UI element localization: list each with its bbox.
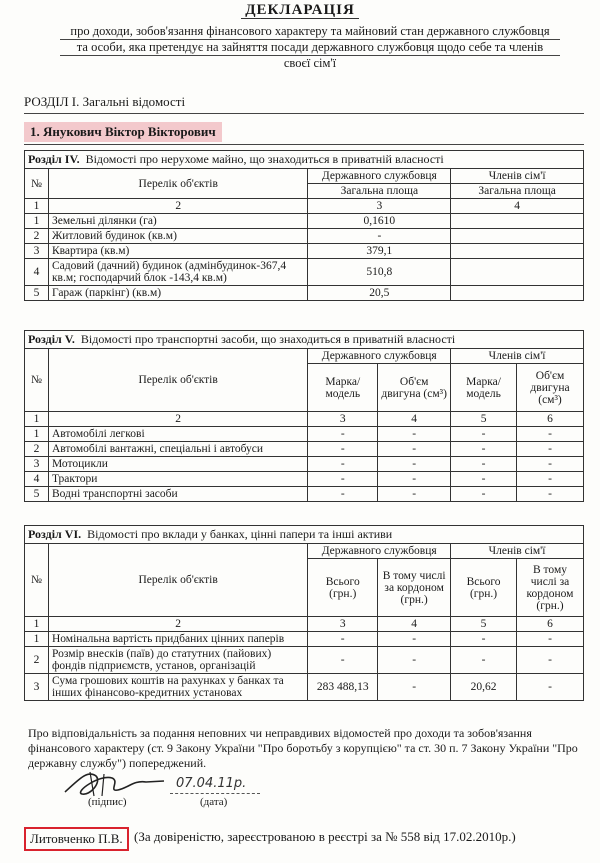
- divider: [24, 144, 584, 145]
- col-items: Перелік об'єктів: [48, 544, 307, 617]
- table-row: 5 Водні транспортні засоби - - - -: [25, 487, 584, 502]
- col-engine-family: Об'єм двигуна (см³): [517, 364, 584, 412]
- col-area-official: Загальна площа: [308, 184, 451, 199]
- table-row: 2 Житловий будинок (кв.м) -: [25, 229, 584, 244]
- section-5-title: Розділ V. Відомості про транспортні засоби, що знаходиться в приватній власності: [25, 331, 584, 349]
- col-items: Перелік об'єктів: [48, 169, 308, 199]
- section-4-title: Розділ IV. Відомості про нерухоме майно, що знаходиться в приватній власності: [25, 151, 584, 169]
- section-1-title: РОЗДІЛ І. Загальні відомості: [24, 94, 584, 114]
- colnum-row: 1 2 3 4 5 6: [25, 617, 584, 632]
- agent-name: Литовченко П.В.: [24, 827, 129, 851]
- proxy-note: (За довіреністю, зареєстрованою в реєстрі за № 558 від 17.02.2010р.): [134, 829, 516, 844]
- date-label: (дата): [200, 796, 228, 808]
- section-6-title: Розділ VI. Відомості про вклади у банках, цінні папери та інші активи: [25, 526, 584, 544]
- col-brand-official: Марка/ модель: [308, 364, 378, 412]
- col-abroad-family: В тому числі за кордоном (грн.): [517, 559, 584, 617]
- document-subtitle: про доходи, зобов'язання фінансового характеру та майновий стан державного службовця та особи, яка претендує на зайняття посади державного службовця щодо себе та членів своєї сім'ї: [60, 24, 560, 71]
- col-items: Перелік об'єктів: [48, 349, 307, 412]
- table-row: 1 Автомобілі легкові - - - -: [25, 427, 584, 442]
- table-row: 3 Квартира (кв.м) 379,1: [25, 244, 584, 259]
- col-official: Державного службовця: [308, 169, 451, 184]
- real-estate-table: [24, 150, 584, 301]
- date-line: [170, 793, 260, 794]
- table-row: 2 Розмір внесків (паїв) до статутних (пайових) фондів підприємств, установ, організацій - - - -: [25, 647, 584, 674]
- col-area-family: Загальна площа: [451, 184, 584, 199]
- vehicles-table: [24, 330, 584, 502]
- table-row: 3 Сума грошових коштів на рахунках у банках та інших фінансово-кредитних установах 283 488,13 - 20,62 -: [25, 674, 584, 701]
- table-row: 1 Земельні ділянки (га) 0,1610: [25, 214, 584, 229]
- col-official: Державного службовця: [308, 544, 451, 559]
- responsibility-note: Про відповідальність за подання неповних чи неправдивих відомостей про доходи та зобов'язання фінансового характеру (ст. 9 Закону України "Про боротьбу з корупцією" та ст. 30 п. 7 Закону України "Про державну службу") попереджений.: [28, 726, 578, 770]
- col-total-family: Всього (грн.): [451, 559, 517, 617]
- signature-label: (підпис): [88, 796, 127, 808]
- col-number: №: [25, 169, 49, 199]
- col-family: Членів сім'ї: [451, 544, 584, 559]
- date-value: 07.04.11р.: [176, 776, 247, 791]
- table-row: 4 Трактори - - - -: [25, 472, 584, 487]
- table-row: 2 Автомобілі вантажні, спеціальні і автобуси - - - -: [25, 442, 584, 457]
- colnum-row: 1 2 3 4: [25, 199, 584, 214]
- assets-table: [24, 525, 584, 701]
- document-title: ДЕКЛАРАЦІЯ: [0, 2, 600, 19]
- table-row: 5 Гараж (паркінг) (кв.м) 20,5: [25, 286, 584, 301]
- table-row: 4 Садовий (дачний) будинок (адмінбудинок-367,4 кв.м; господарчий блок -143,4 кв.м) 510,8: [25, 259, 584, 286]
- colnum-row: 1 2 3 4 5 6: [25, 412, 584, 427]
- table-row: 3 Мотоцикли - - - -: [25, 457, 584, 472]
- person-name: 1. Янукович Віктор Вікторович: [24, 122, 222, 142]
- col-brand-family: Марка/ модель: [451, 364, 517, 412]
- col-family: Членів сім'ї: [451, 169, 584, 184]
- table-row: 1 Номінальна вартість придбаних цінних паперів - - - -: [25, 632, 584, 647]
- col-abroad-official: В тому числі за кордоном (грн.): [378, 559, 451, 617]
- col-family: Членів сім'ї: [451, 349, 584, 364]
- col-total-official: Всього (грн.): [308, 559, 378, 617]
- col-number: №: [25, 544, 49, 617]
- col-official: Державного службовця: [308, 349, 451, 364]
- col-engine-official: Об'єм двигуна (см³): [378, 364, 451, 412]
- col-number: №: [25, 349, 49, 412]
